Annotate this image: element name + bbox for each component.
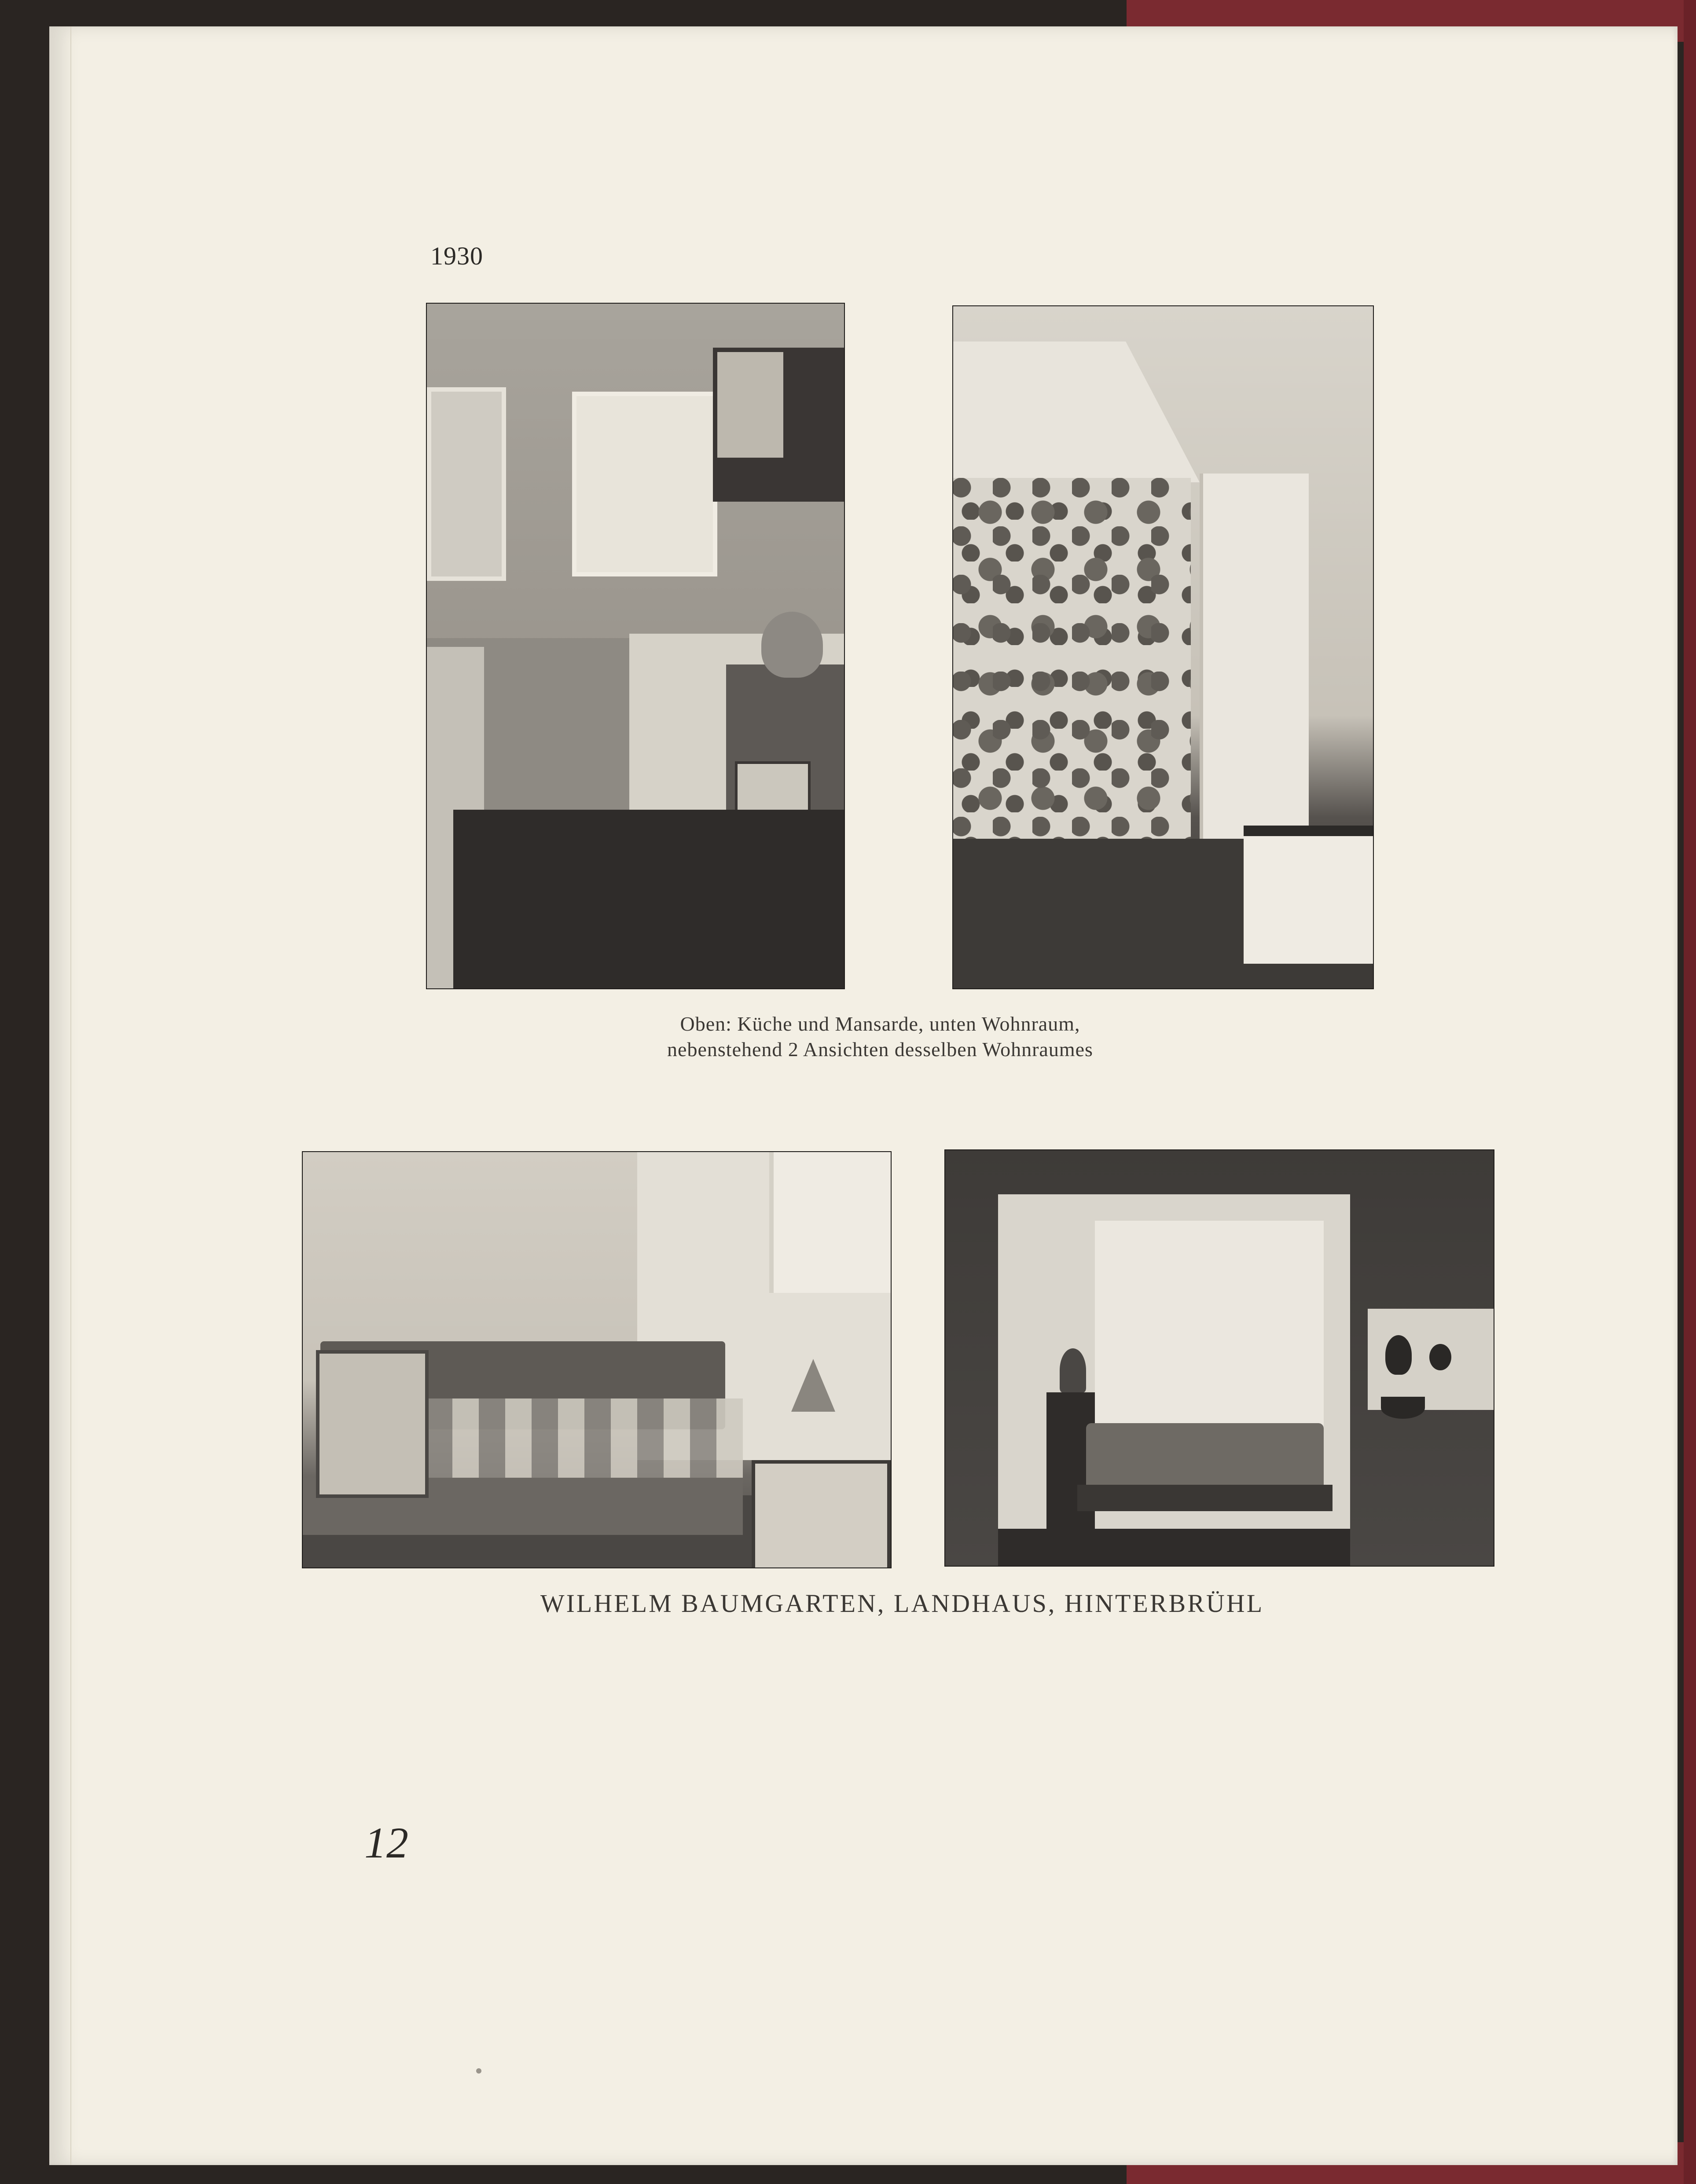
alcove-floor bbox=[998, 1529, 1350, 1566]
alcove-back-wall bbox=[1095, 1221, 1324, 1450]
mansard-chest bbox=[1244, 826, 1373, 964]
page-header-year: 1930 bbox=[430, 242, 483, 270]
nightstand bbox=[752, 1460, 891, 1568]
floral-curtain bbox=[953, 478, 1191, 865]
alcove-sofa bbox=[1086, 1423, 1324, 1494]
kitchen-window-left bbox=[427, 387, 506, 581]
paper-speck bbox=[476, 2068, 481, 2074]
bowl-icon bbox=[1381, 1397, 1425, 1419]
page-number: 12 bbox=[364, 1818, 408, 1867]
vase-icon bbox=[1385, 1335, 1412, 1375]
plant-icon bbox=[1060, 1348, 1086, 1392]
upper-photo-caption bbox=[572, 1011, 1188, 1062]
upper-caption-line-2: nebenstehend 2 Ansichten desselben Wohnraumes bbox=[667, 1038, 1093, 1061]
kitchen-photo bbox=[426, 303, 845, 989]
living-room-alcove-photo bbox=[944, 1149, 1494, 1567]
upper-caption-line-1: Oben: Küche und Mansarde, unten Wohnraum, bbox=[680, 1013, 1080, 1035]
mansard-sloped-ceiling bbox=[953, 341, 1200, 482]
mansard-door bbox=[1200, 474, 1309, 861]
page-gutter bbox=[70, 26, 71, 2165]
mansard-photo bbox=[952, 305, 1374, 989]
kitchen-floor bbox=[453, 810, 844, 988]
book-cover-edge-right bbox=[1684, 0, 1696, 2184]
vase-icon bbox=[1429, 1344, 1451, 1370]
kitchen-cabinet-door bbox=[717, 352, 783, 458]
living-room-daybed-photo bbox=[302, 1151, 892, 1568]
page-caption-title: WILHELM BAUMGARTEN, LANDHAUS, HINTERBRÜHL bbox=[540, 1589, 1264, 1618]
living-room-window bbox=[769, 1152, 892, 1293]
alcove-sofa-base bbox=[1077, 1485, 1333, 1511]
kitchen-window-curtain bbox=[572, 392, 717, 576]
kettle-icon bbox=[761, 612, 823, 678]
book-page bbox=[49, 26, 1678, 2165]
daybed-armrest bbox=[316, 1350, 429, 1498]
